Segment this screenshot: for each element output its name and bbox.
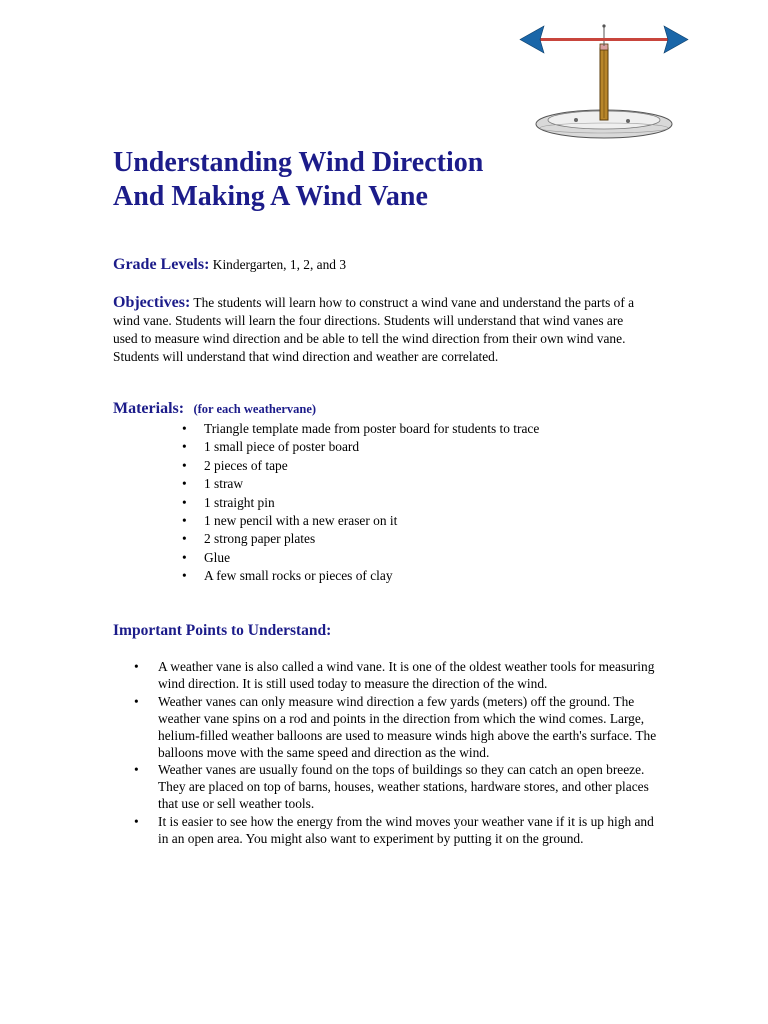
bullet-icon: • [182, 439, 187, 455]
bullet-icon: • [182, 476, 187, 492]
important-points-list [134, 658, 660, 847]
list-item: • 2 pieces of tape [186, 457, 539, 475]
straw [540, 38, 668, 41]
objectives [113, 294, 648, 366]
bullet-icon: • [182, 494, 187, 510]
materials-list [182, 420, 540, 586]
bullet-icon: • [134, 693, 139, 709]
bullet-icon: • [182, 549, 187, 565]
bullet-icon: • [134, 659, 139, 674]
list-item: • Glue [186, 549, 539, 567]
bullet-icon: • [182, 568, 187, 584]
list-item: • Triangle template made from poster board for students to trace [186, 420, 539, 438]
bullet-icon: • [134, 762, 139, 777]
materials-label: Materials: [113, 400, 185, 417]
objectives-text: The students will learn how to construct a wind vane and understand the parts of a wind vane. Students will learn the four directions. Students will understand that wind vanes are used to measure wind direction and be able to tell the wind direction from their own wind vane. Students will understand that wind direction and weather are correlated. [113, 295, 635, 364]
title-line-1: Understanding Wind Direction [113, 147, 484, 178]
grade-levels-label: Grade Levels: [113, 256, 210, 273]
grade-levels-text: Kindergarten, 1, 2, and 3 [212, 257, 347, 272]
page-title [113, 146, 673, 214]
list-item: • It is easier to see how the energy from the wind moves your weather vane if it is up high and in an open area. You might also want to experiment by putting it on the ground. [134, 813, 654, 846]
bullet-icon: • [182, 421, 187, 436]
bullet-icon: • [134, 813, 139, 829]
list-item: • A few small rocks or pieces of clay [186, 567, 539, 585]
list-item: • 1 new pencil with a new eraser on it [186, 512, 539, 530]
bullet-icon: • [182, 513, 187, 529]
list-item: • 1 small piece of poster board [186, 438, 539, 456]
bullet-icon: • [182, 531, 187, 547]
list-item: • A weather vane is also called a wind vane. It is one of the oldest weather tools for measuring wind direction. It is still used today to measure the direction of the wind. [134, 659, 655, 691]
list-item: • 1 straw [186, 475, 539, 493]
list-item: • 1 straight pin [186, 494, 539, 512]
list-item: • 2 strong paper plates [186, 530, 539, 548]
list-item: • Weather vanes are usually found on the tops of buildings so they can catch an open breeze. They are placed on top of barns, houses, weather stations, hardware stores, and other places that use or sell weather tools. [134, 762, 649, 811]
wind-vane-illustration [516, 14, 692, 146]
materials-heading [113, 400, 316, 418]
title-line-2: And Making A Wind Vane [113, 181, 428, 212]
list-item: • Weather vanes can only measure wind direction a few yards (meters) off the ground. The weather vane spins on a rod and points in the direction from which the wind comes. Large, helium-filled weather balloons are used to measure winds high above the earth's surface. The balloons move with the same speed and direction as the wind. [134, 693, 657, 760]
objectives-label: Objectives: [113, 294, 191, 311]
materials-sublabel: (for each weathervane) [193, 402, 317, 416]
important-points-heading: Important Points to Understand: [113, 622, 332, 639]
grade-levels [113, 256, 346, 274]
bullet-icon: • [182, 457, 187, 473]
